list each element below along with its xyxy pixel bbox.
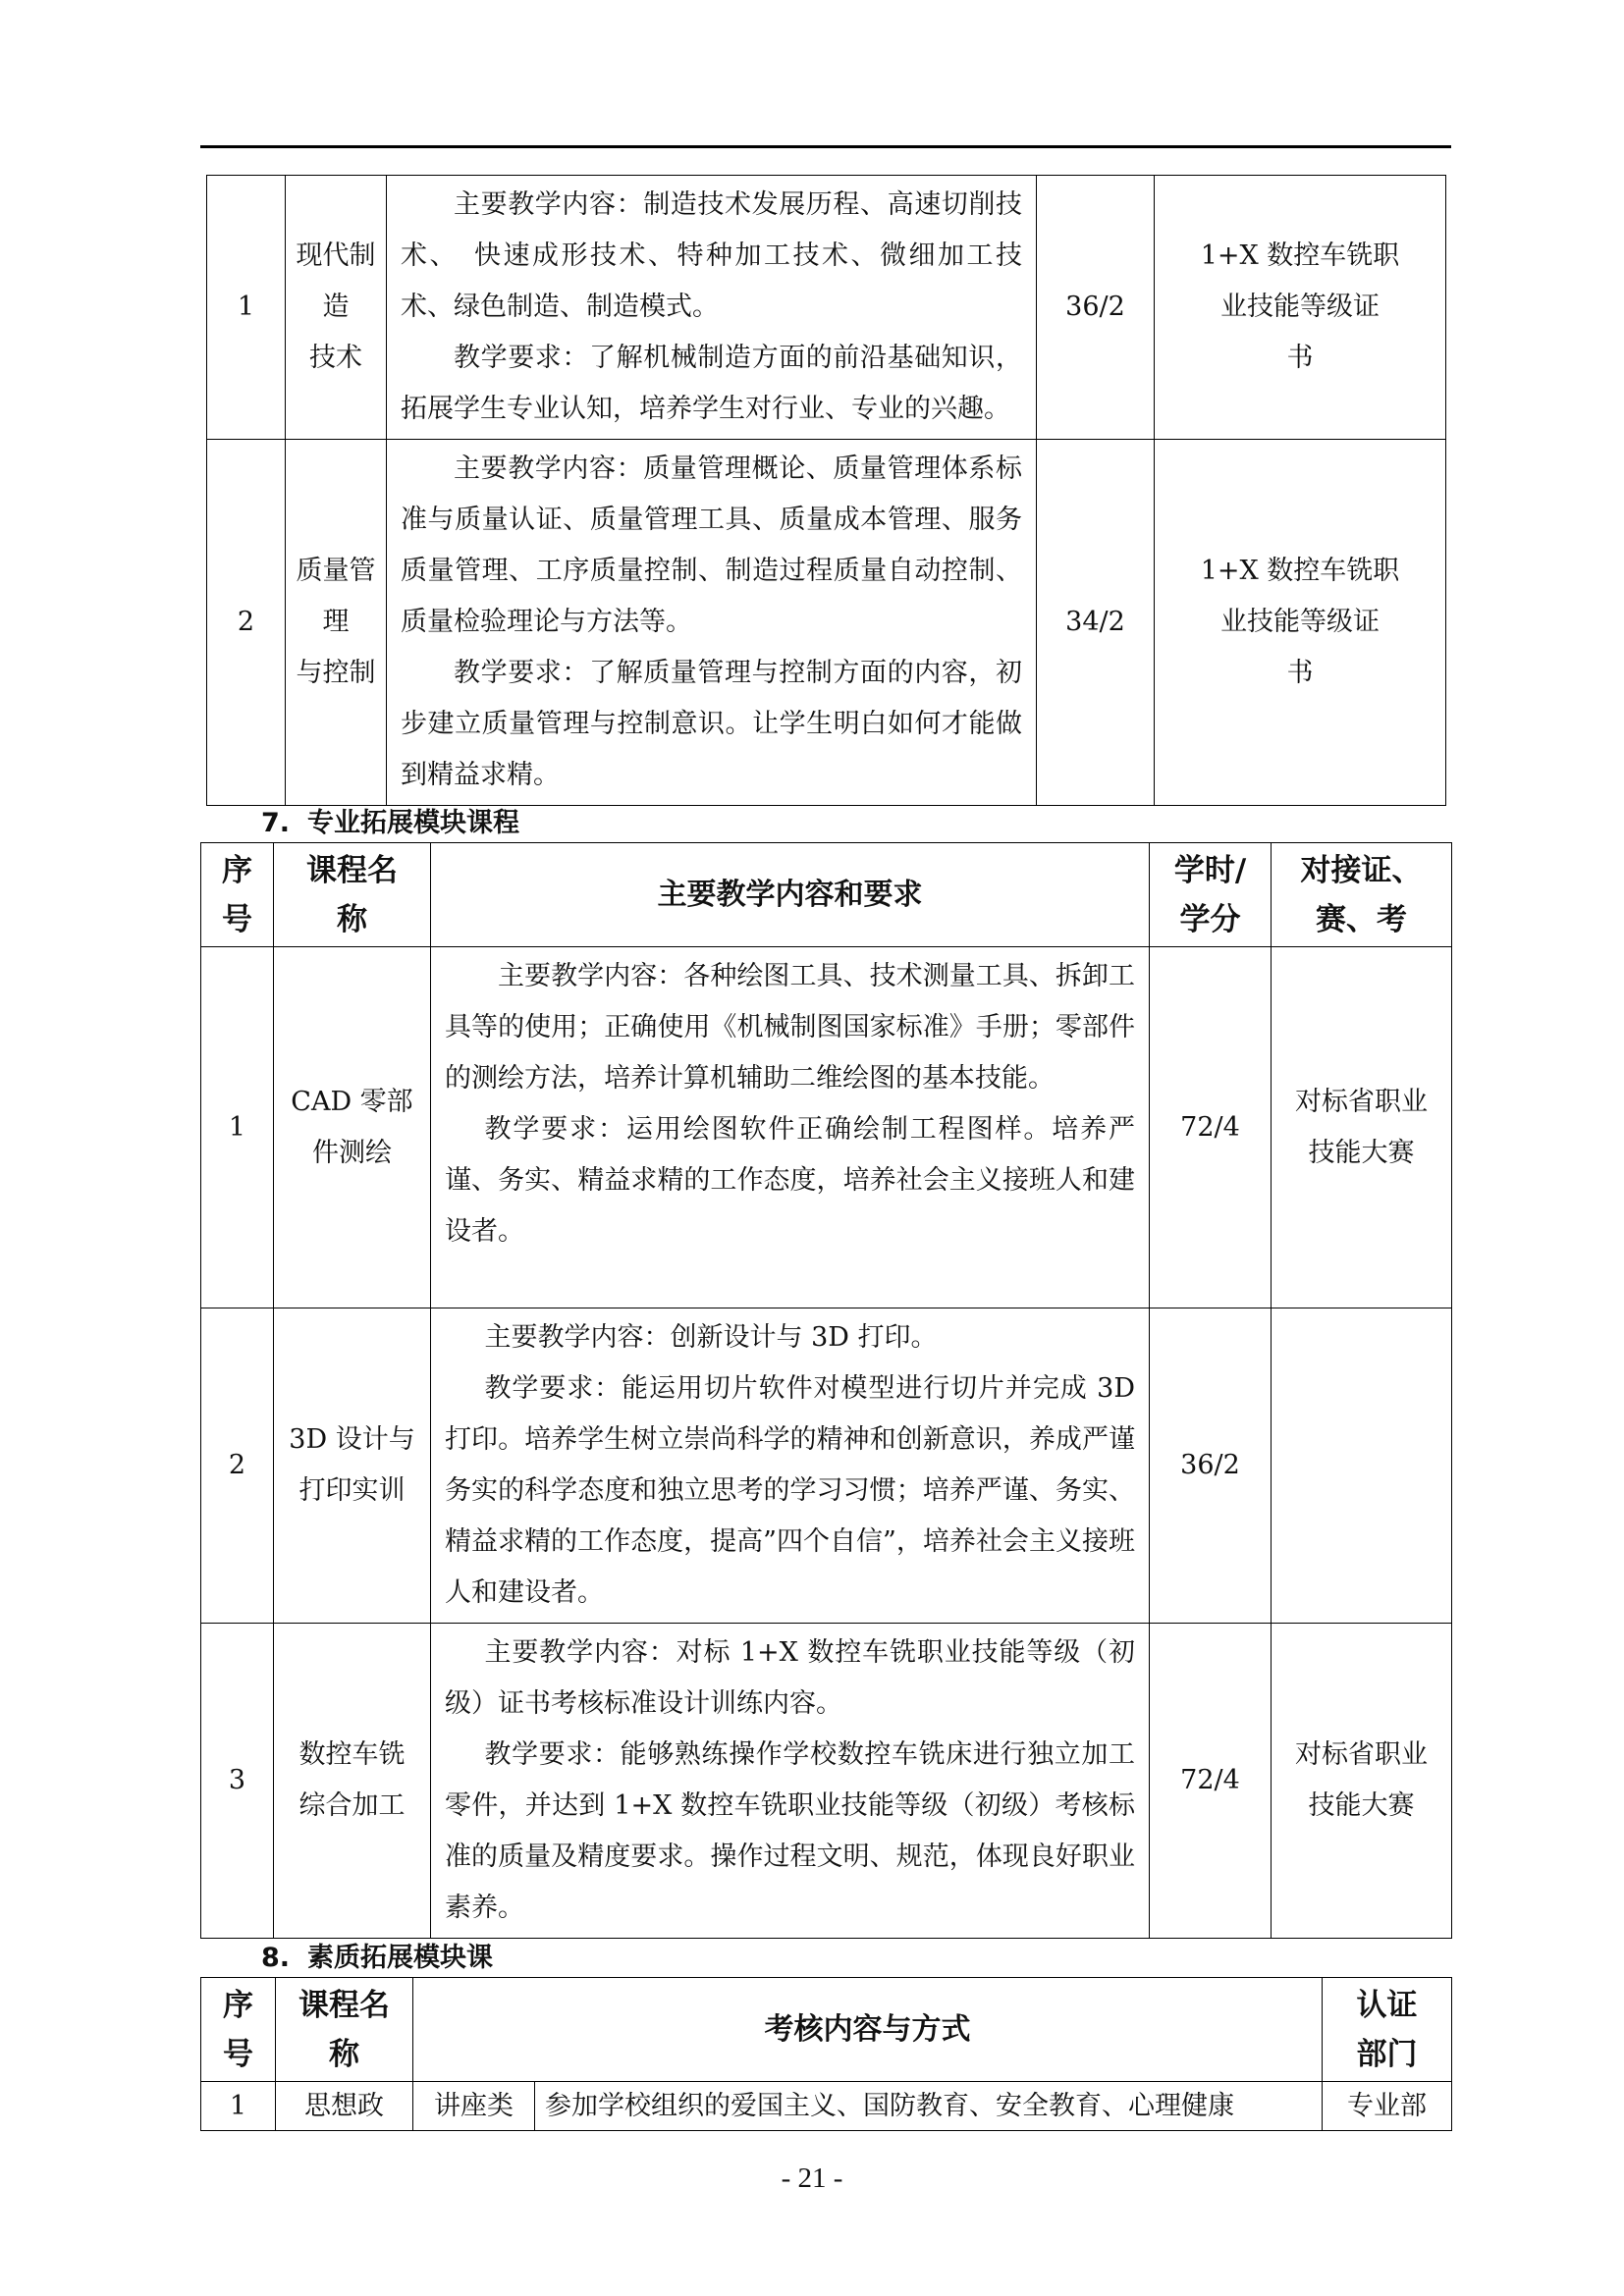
header-rule [200,145,1451,148]
header-line: 对接证、 [1300,852,1423,888]
section-title: 专业拓展模块课程 [307,808,520,838]
header-index [201,843,274,947]
cert-line: 书 [1286,658,1314,688]
course-name-line: 质量管理 [296,556,376,637]
table-header-row [201,843,1452,947]
header-line: 称 [329,2036,359,2072]
course-name-line: 综合加工 [298,1790,406,1821]
header-line: 学时/ [1173,852,1247,888]
cert-line: 1+X 数控车铣职 [1200,556,1400,586]
teaching-content: 主要教学内容：各种绘图工具、技术测量工具、拆卸工具等的使用；正确使用《机械制图国家标准》手册；零部件的测绘方法，培养计算机辅助二维绘图的基本技能。 [445,961,1135,1094]
table-row [201,1624,1452,1939]
header-line: 课程名 [306,852,398,888]
header-course-name [276,1978,413,2082]
course-name [286,440,387,806]
header-certificate [1272,843,1452,947]
certifying-department: 专业部 [1323,2082,1452,2131]
header-line: 课程名 [298,1987,390,2023]
header-line: 赛、考 [1316,901,1407,937]
course-name [286,176,387,440]
cert-line: 技能大赛 [1308,1137,1415,1168]
course-hours: 36/2 [1037,176,1155,440]
teaching-requirement: 教学要求：能够熟练操作学校数控车铣床进行独立加工零件，并达到 1+X 数控车铣职业技能等级（初级）考核标准的质量及精度要求。操作过程文明、规范，体现良好职业素养。 [445,1739,1135,1923]
course-certificate [1155,440,1446,806]
header-line: 称 [337,901,367,937]
course-hours: 72/4 [1150,947,1272,1308]
cert-line: 技能大赛 [1308,1790,1415,1821]
section-number: 8. [261,1943,291,1973]
row-index: 2 [207,440,286,806]
row-index: 2 [201,1308,274,1624]
cert-line: 书 [1286,343,1314,373]
header-line: 号 [222,901,252,937]
header-line: 序 [223,1987,253,2023]
course-certificate [1155,176,1446,440]
course-name-line: 现代制造 [296,240,376,322]
section-title: 素质拓展模块课 [307,1943,494,1973]
header-line: 部门 [1356,2036,1418,2072]
course-content [431,1624,1150,1939]
course-name: 思想政 [276,2082,413,2131]
course-name-line: 件测绘 [312,1137,392,1168]
course-hours: 36/2 [1150,1308,1272,1624]
table-row [207,176,1446,440]
header-department [1323,1978,1452,2082]
course-name-line: 与控制 [296,658,376,688]
table-header-row [201,1978,1452,2082]
teaching-content: 主要教学内容：质量管理概论、质量管理体系标准与质量认证、质量管理工具、质量成本管理、服务质量管理、工序质量控制、制造过程质量自动控制、质量检验理论与方法等。 [401,454,1022,637]
professional-extension-table [200,842,1452,1939]
teaching-requirement: 教学要求：运用绘图软件正确绘制工程图样。培养严谨、务实、精益求精的工作态度，培养社会主义接班人和建设者。 [445,1114,1135,1247]
row-index: 1 [201,2082,276,2131]
course-name-line: 3D 设计与 [289,1424,415,1455]
cert-line: 对标省职业 [1295,1739,1428,1770]
course-hours: 34/2 [1037,440,1155,806]
course-name [274,1308,431,1624]
header-content: 主要教学内容和要求 [431,843,1150,947]
header-course-name [274,843,431,947]
row-index: 3 [201,1624,274,1939]
teaching-requirement: 教学要求：了解机械制造方面的前沿基础知识，拓展学生专业认知，培养学生对行业、专业的兴趣。 [401,343,1022,424]
cert-line: 对标省职业 [1295,1086,1428,1117]
assessment-content: 参加学校组织的爱国主义、国防教育、安全教育、心理健康 [535,2082,1323,2131]
continued-course-table [206,175,1446,806]
course-certificate [1272,1624,1452,1939]
header-line: 认证 [1356,1987,1418,2023]
header-line: 学分 [1179,901,1241,937]
row-index: 1 [207,176,286,440]
row-index: 1 [201,947,274,1308]
course-content [387,440,1037,806]
table-row [201,1308,1452,1624]
table-row [201,2082,1452,2131]
section-number: 7. [261,808,291,838]
course-hours: 72/4 [1150,1624,1272,1939]
teaching-content: 主要教学内容：制造技术发展历程、高速切削技术、 快速成形技术、特种加工技术、微细加工技术、绿色制造、制造模式。 [401,189,1022,322]
cert-line: 1+X 数控车铣职 [1200,240,1400,271]
header-hours [1150,843,1272,947]
course-content [387,176,1037,440]
teaching-requirement: 教学要求：了解质量管理与控制方面的内容，初步建立质量管理与控制意识。让学生明白如何才能做到精益求精。 [401,658,1022,790]
page-number: - 21 - [781,2163,843,2194]
quality-extension-table [200,1977,1452,2131]
course-name-line: 打印实训 [298,1475,406,1506]
course-name-line: 技术 [309,343,362,373]
course-content [431,947,1150,1308]
course-certificate [1272,1308,1452,1624]
header-line: 序 [222,852,252,888]
course-name [274,1624,431,1939]
course-type: 讲座类 [413,2082,535,2131]
course-certificate [1272,947,1452,1308]
header-content: 考核内容与方式 [413,1978,1323,2082]
teaching-content: 主要教学内容：创新设计与 3D 打印。 [484,1322,938,1353]
section-8-heading [261,1936,493,1974]
course-name-line: 数控车铣 [298,1739,406,1770]
course-name-line: CAD 零部 [291,1086,413,1117]
cert-line: 业技能等级证 [1220,607,1380,637]
cert-line: 业技能等级证 [1220,292,1380,322]
section-7-heading [261,801,519,839]
course-name [274,947,431,1308]
course-content [431,1308,1150,1624]
header-index [201,1978,276,2082]
header-line: 号 [223,2036,253,2072]
table-row [207,440,1446,806]
table-row [201,947,1452,1308]
teaching-content: 主要教学内容：对标 1+X 数控车铣职业技能等级（初级）证书考核标准设计训练内容。 [445,1637,1135,1719]
teaching-requirement: 教学要求：能运用切片软件对模型进行切片并完成 3D 打印。培养学生树立崇尚科学的精神和创新意识，养成严谨务实的科学态度和独立思考的学习习惯；培养严谨、务实、精益求精的工作态度，提高”四个自信”，培养社会主义接班人和建设者。 [445,1373,1135,1608]
